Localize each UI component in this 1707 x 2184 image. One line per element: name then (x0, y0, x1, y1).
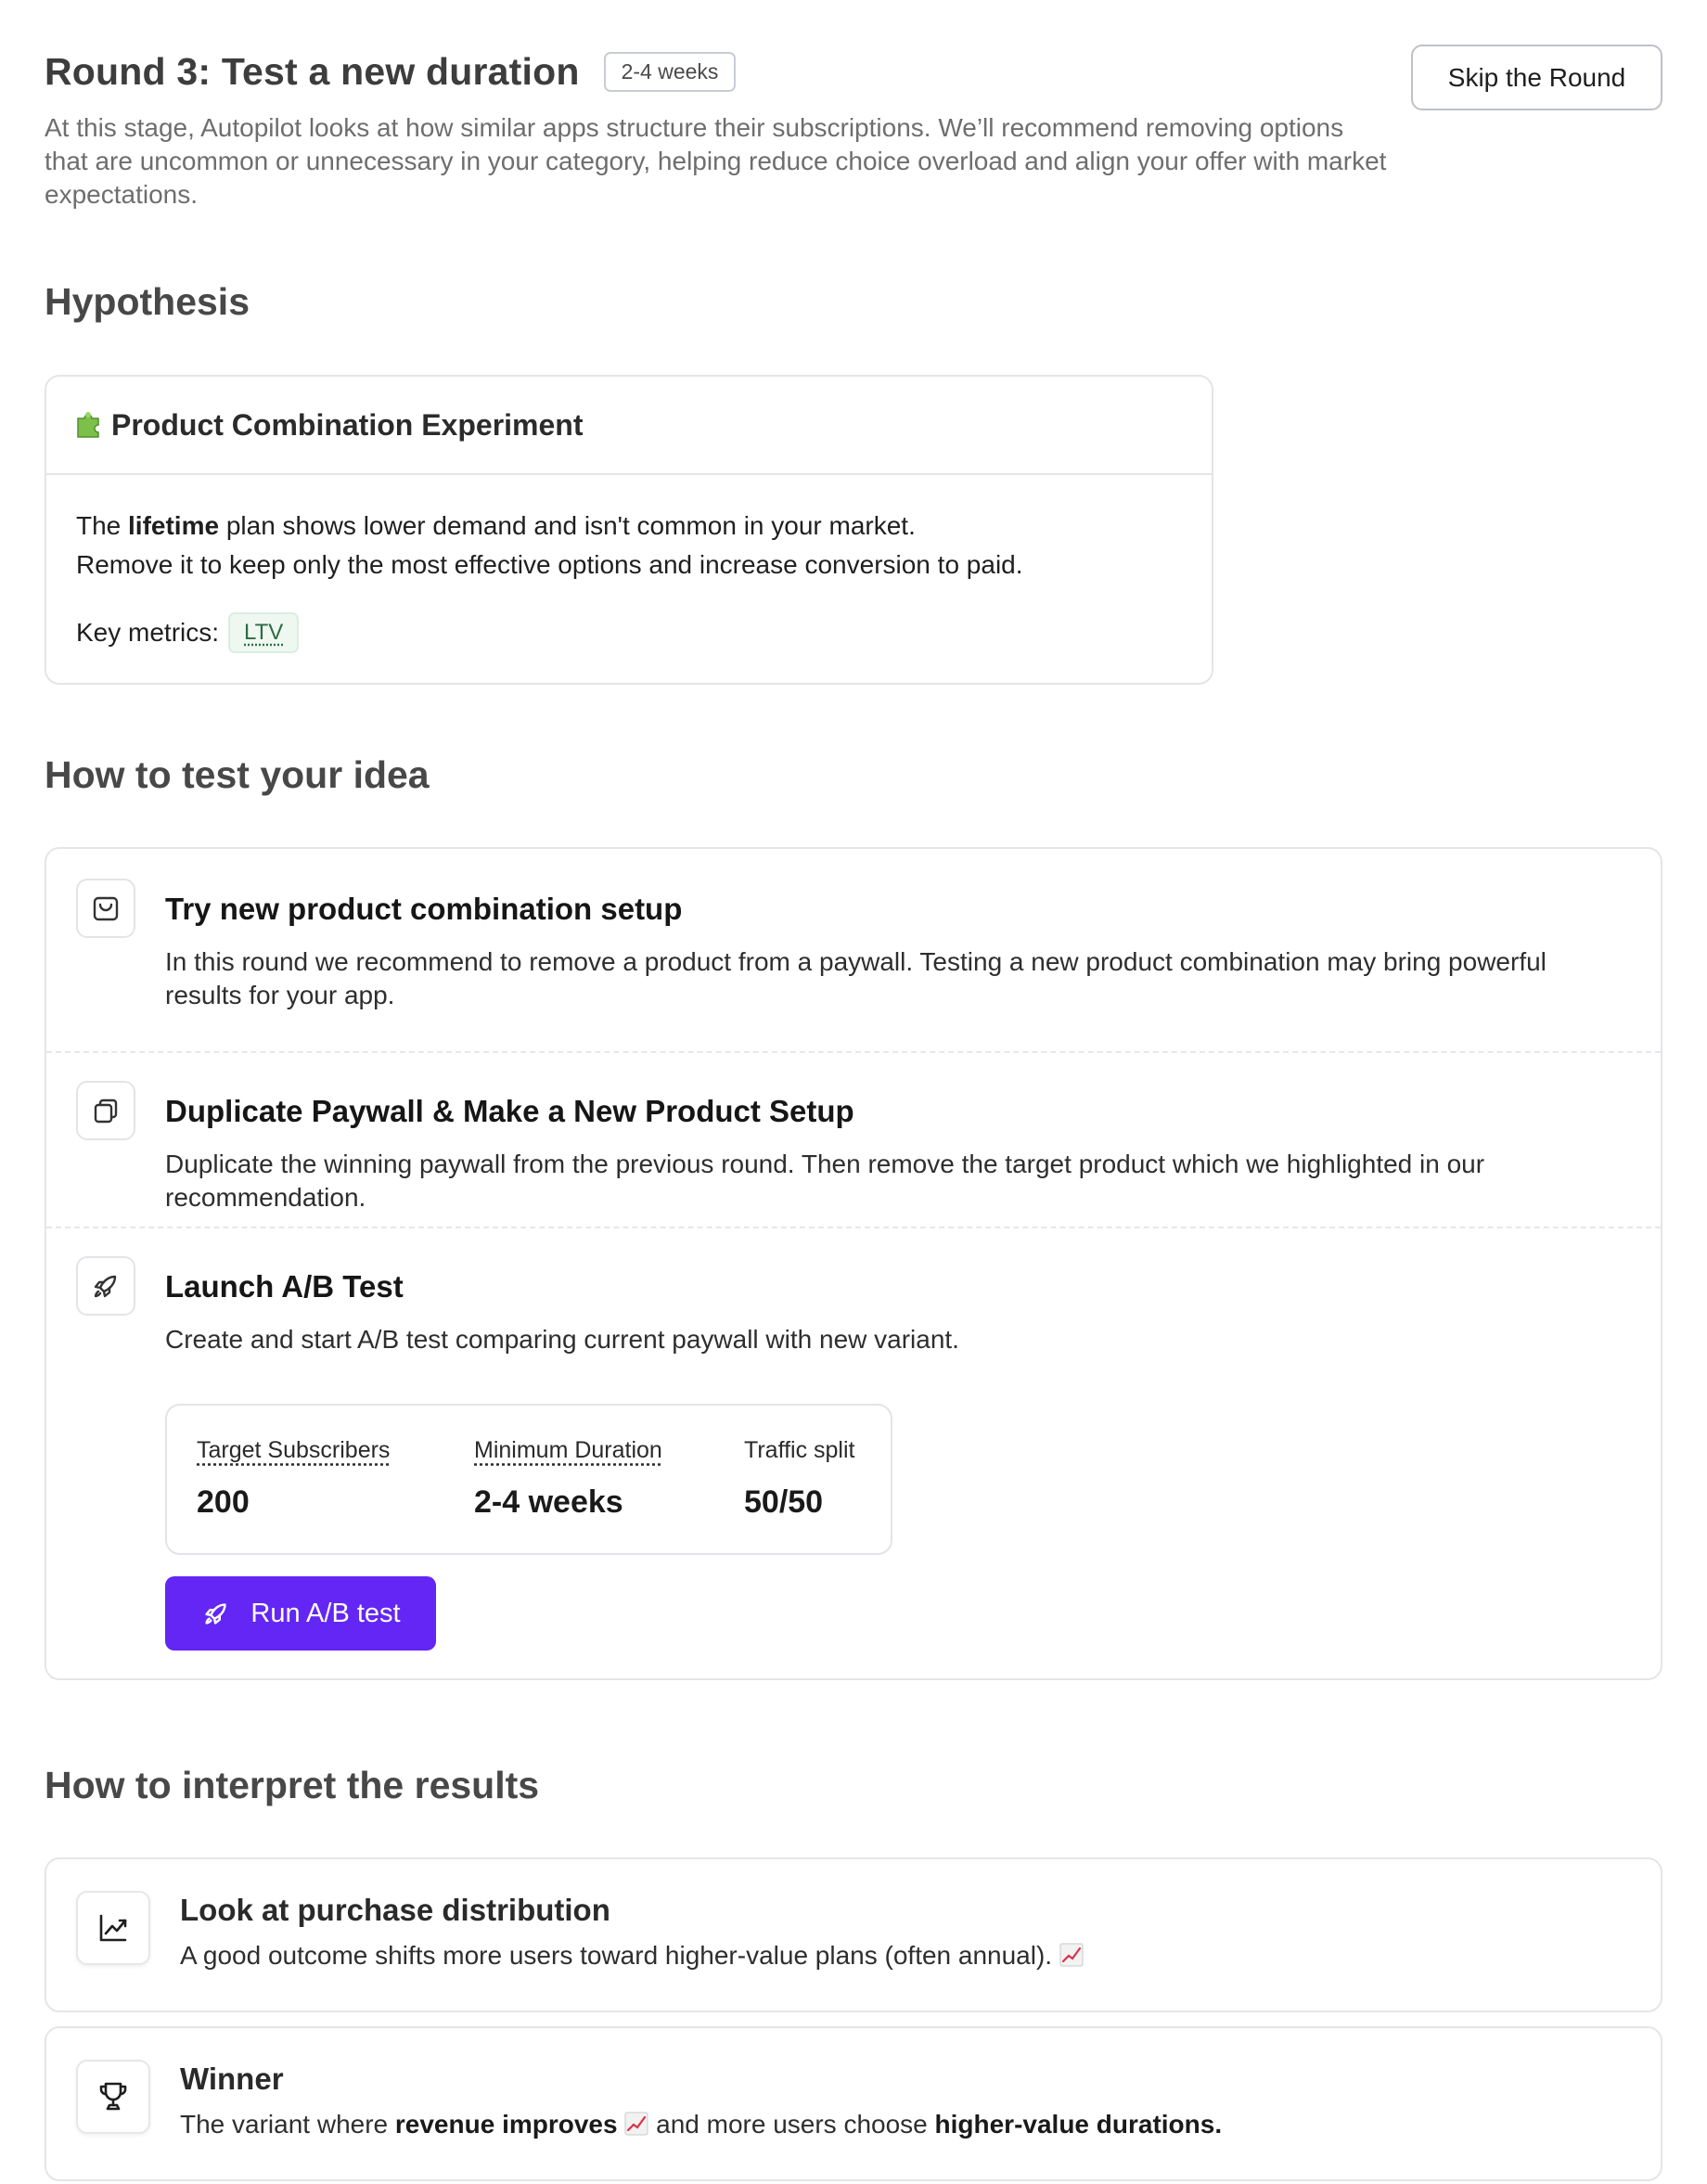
run-ab-test-label: Run A/B test (250, 1598, 401, 1628)
hypothesis-card-title: Product Combination Experiment (111, 407, 584, 442)
interpret-bold-text: higher-value durations. (934, 2110, 1223, 2139)
test-steps-card (45, 847, 1662, 1680)
round-intro: At this stage, Autopilot looks at how similar apps structure their subscriptions. We’ll recommend removing options that are uncommon or unnecessary in your category, helping reduce choice overload and align your offer with market expectations. (45, 113, 1387, 209)
page-title: Round 3: Test a new duration (45, 50, 580, 93)
stat-value: 50/50 (744, 1484, 824, 1520)
stat-value: 2-4 weeks (474, 1484, 623, 1520)
step-title: Duplicate Paywall & Make a New Product Setup (165, 1094, 854, 1128)
shopping-bag-icon (76, 879, 135, 938)
hypothesis-line-2: Remove it to keep only the most effective options and increase conversion to paid. (76, 550, 1023, 579)
interpret-card-description (180, 1941, 1084, 1973)
stat-value: 200 (197, 1484, 250, 1520)
interpret-text: A good outcome shifts more users toward higher-value plans (often annual). (180, 1941, 1053, 1970)
key-metrics-label: Key metrics: (76, 618, 220, 647)
interpret-heading: How to interpret the results (45, 1764, 540, 1806)
interpret-bold-text: revenue improves (394, 2110, 618, 2139)
interpret-card (45, 2026, 1662, 2181)
interpret-card-title: Winner (180, 2062, 284, 2096)
run-ab-test-button[interactable] (165, 1576, 436, 1651)
interpret-card-title: Look at purchase distribution (180, 1893, 610, 1927)
rocket-icon (76, 1256, 135, 1316)
puzzle-icon (74, 407, 106, 443)
stat-label: Traffic split (744, 1437, 855, 1463)
step-description: Create and start A/B test comparing current paywall with new variant. (165, 1325, 959, 1354)
copy-icon (76, 1081, 135, 1140)
key-metrics-row (76, 612, 1182, 653)
duration-badge: 2-4 weeks (604, 52, 737, 92)
stat-target-subscribers (197, 1437, 390, 1521)
step-divider (46, 1227, 1661, 1228)
step-title: Launch A/B Test (165, 1269, 404, 1304)
stat-label[interactable]: Minimum Duration (474, 1437, 662, 1463)
trophy-icon (76, 2060, 150, 2134)
how-to-test-heading: How to test your idea (45, 753, 430, 796)
step-description: Duplicate the winning paywall from the previous round. Then remove the target product which we highlighted in our recommendation. (165, 1150, 1485, 1212)
stat-minimum-duration (474, 1437, 662, 1521)
interpret-card-description (180, 2110, 1222, 2142)
hypothesis-heading: Hypothesis (45, 280, 250, 323)
hypothesis-text: plan shows lower demand and isn't common in your market. (219, 511, 916, 540)
hypothesis-card-body (46, 475, 1212, 653)
hypothesis-card (45, 375, 1213, 685)
step-description: In this round we recommend to remove a product from a paywall. Testing a new product combination may bring powerful results for your app. (165, 947, 1547, 1009)
metric-chip-ltv[interactable]: LTV (228, 612, 299, 653)
chart-increasing-icon (1059, 1943, 1084, 1973)
rocket-icon (200, 1598, 232, 1629)
interpret-text: The variant where (180, 2110, 395, 2139)
hypothesis-line-1 (76, 507, 1182, 546)
hypothesis-text: The (76, 511, 129, 540)
hypothesis-card-header (46, 377, 1212, 475)
stat-traffic-split (744, 1437, 854, 1521)
interpret-text: and more users choose (648, 2110, 935, 2139)
step-divider (46, 1051, 1661, 1053)
interpret-card (45, 1857, 1662, 2012)
step-title: Try new product combination setup (165, 892, 683, 926)
stat-label[interactable]: Target Subscribers (197, 1437, 391, 1463)
trend-up-icon (76, 1891, 150, 1965)
chart-increasing-icon (624, 2112, 648, 2142)
title-row (45, 50, 736, 94)
skip-round-button[interactable]: Skip the Round (1411, 45, 1662, 110)
test-parameters-box (165, 1404, 892, 1555)
round-header (45, 45, 1662, 221)
hypothesis-bold-plan: lifetime (128, 511, 220, 540)
